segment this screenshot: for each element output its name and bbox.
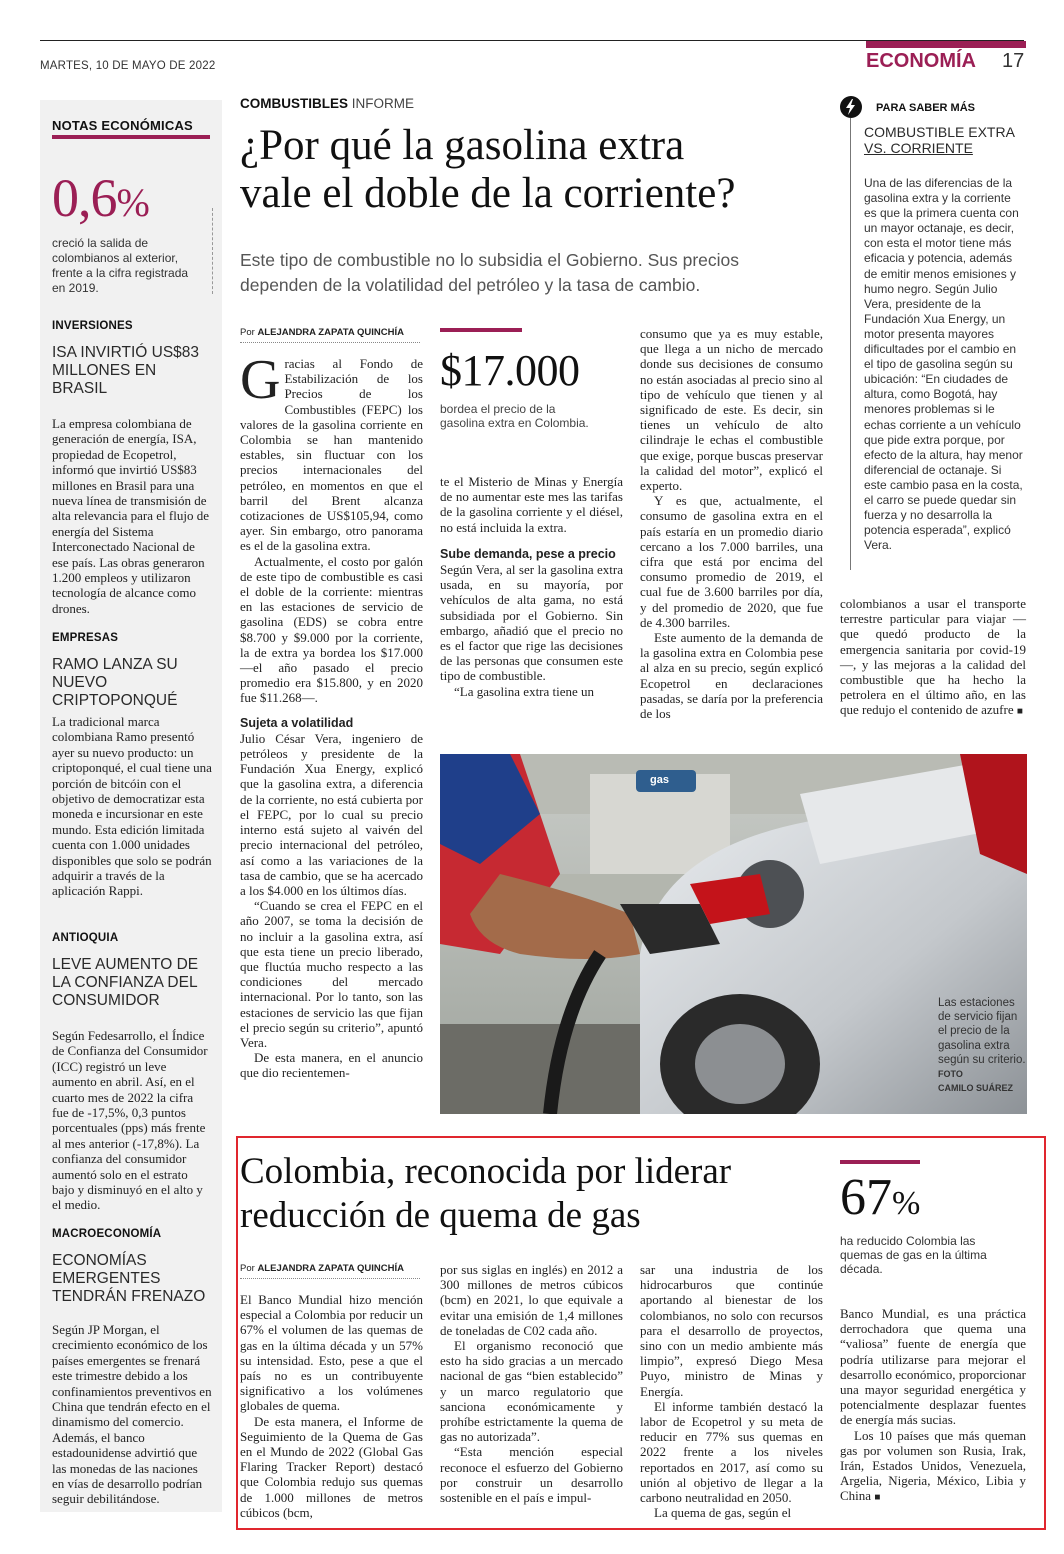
article-headline-line: vale el doble de la corriente? <box>240 170 736 217</box>
article-byline <box>240 327 404 338</box>
sidebar-item-body: La tradicional marca colombiana Ramo presentó ayer su nuevo producto: un criptoponqué, el cual tiene una porción de bitcóin con el objetivo de democratizar esta moneda e incursionar en este mundo. Esta edición limitada cuenta con 1.000 unidades disponibles que solo se podrán adquirir a través de la aplicación Rappi. <box>52 714 212 899</box>
sidebar-item-title: ECONOMÍAS EMERGENTES TENDRÁN FRENAZO <box>52 1252 206 1305</box>
sidebar-item-category: ANTIOQUIA <box>52 932 119 944</box>
article2-paragraph: El Banco Mundial hizo mención especial a Colombia por reducir un 67% el volumen de las quemas de gas en la última década y un 57% su intensidad. Esto, pese a que el país no es un contribuyente significativo a los volúmenes globales de quema. <box>240 1292 423 1414</box>
article-lead-paragraph <box>240 349 423 554</box>
article-column-3 <box>640 326 823 721</box>
photo-credit-label: FOTO <box>938 1069 963 1080</box>
sidebar-item-body: La empresa colombiana de generación de energía, ISA, propiedad de Ecopetrol, informó que invirtió US$83 millones en Brasil para una nueva línea de transmisión de alta relevancia para el flujo de energía del Sistema Interconectado Nacional de ese país. Las obras generaron 1.200 empleos y utilizaron tecnología de alcance como drones. <box>52 416 209 616</box>
article-paragraph: te el Misterio de Minas y Energía de no aumentar este mes las tarifas de la gasolina corriente y el diésel, no está incluida la extra. <box>440 474 623 535</box>
byline-prefix: Por <box>240 1263 255 1274</box>
article2-headline <box>240 1150 830 1238</box>
sidebar-stat <box>52 168 149 233</box>
end-mark-icon: ■ <box>1016 706 1023 718</box>
sidebar-item-title: ISA INVIRTIÓ US$83 MILLONES EN BRASIL <box>52 344 200 397</box>
sidebar-title: NOTAS ECONÓMICAS <box>52 118 193 133</box>
article2-paragraph: De esta manera, el Informe de Seguimiento de la Quema de Gas en el Mundo de 2022 (Global Gas Flaring Tracker Report) destacó que Colombia redujo sus quemas de 1.000 millones de metros cúbicos (bcm, <box>240 1413 423 1520</box>
dropcap: G <box>240 349 281 411</box>
article-headline-line: ¿Por qué la gasolina extra <box>240 122 685 169</box>
article2-headline-line: reducción de quema de gas <box>240 1195 641 1236</box>
article-deck-line: dependen de la volatilidad del petróleo y la tasa de cambio. <box>240 275 701 295</box>
sidebar-dashed-divider <box>212 208 213 294</box>
article-deck <box>240 248 830 298</box>
article2-paragraph: El informe también destacó la labor de Ecopetrol y su meta de reducir en 77% sus quemas en 2022 frente a los niveles reportados en 2017, así como su unión al objetivo de llegar a la carbono neutralidad en 2050. <box>640 1398 823 1506</box>
stat2-value: 67 <box>840 1169 892 1226</box>
article2-paragraph: “Esta mención especial reconoce el esfuerzo del Gobierno por construir un desarrollo sostenible en el país e impul- <box>440 1444 623 1506</box>
lightning-icon <box>840 96 862 118</box>
article2-headline-line: Colombia, reconocida por liderar <box>240 1151 732 1192</box>
infobox-body: Una de las diferencias de la gasolina extra y la corriente es que la primera cuenta con un mayor octanaje, es decir, con esta el motor tiene más eficacia y potencia, además de emitir menos emisiones y humo negro. Según Julio Vera, presidente de la Fundación Xua Energy, un motor presenta mayores dificultades por el cambio en el tipo de gasolina según su ubicación: “En ciudades de altura, como Bogotá, hay menores problemas si le echas corriente a un vehículo que pide extra porque, por efecto de la altura, hay menor diferencial de octanaje. Si este cambio pasa en la costa, el carro se puede quedar sin fuerza y no desarrolla la potencia esperada”, explicó Vera. <box>864 176 1023 553</box>
article-paragraph: Actualmente, el costo por galón de este tipo de combustible es casi el doble de la corriente: mientras en las estaciones de servicio de gasolina (EDS) se cobra entre $8.700 y $9.000 por la corriente, la de extra ya bordea los $17.000 —el año pasado el precio promedio era $15.800, y en 2020 fue $11.268—. <box>240 553 423 706</box>
photo-station-sign-text: gas <box>650 774 669 786</box>
stat2-text: ha reducido Colombia las quemas de gas en la última década. <box>840 1234 987 1276</box>
article2-closing-text: Los 10 países que más queman gas por volumen son Rusia, Irak, Irán, Estados Unidos, Venezuela, Argelia, Nigeria, México, Libia y China <box>840 1427 1026 1504</box>
article-column-4 <box>840 596 1026 720</box>
article2-paragraph: sar una industria de los hidrocarburos que continúe aportando al bienestar de los colombianos, no solo con recursos para el desarrollo de proyectos, sino con un medio ambiente más limpio”, expresó Diego Mesa Puyo, ministro de Minas y Energía. <box>640 1262 823 1399</box>
byline-rule <box>240 1278 420 1279</box>
stat2 <box>840 1170 920 1232</box>
article-deck-line: Este tipo de combustible no lo subsidia el Gobierno. Sus precios <box>240 250 740 270</box>
photo-credit-name: CAMILO SUÁREZ <box>938 1083 1013 1094</box>
byline-prefix: Por <box>240 327 255 338</box>
kicker-type: INFORME <box>351 96 415 111</box>
stat2-percent: % <box>892 1185 921 1222</box>
article-paragraph: Este aumento de la demanda de la gasolina extra en Colombia pese al alza en su precio, según explicó Ecopetrol en declaraciones pasadas, se daría por la preferencia de los <box>640 630 823 722</box>
infobox-para-saber-mas <box>840 96 1026 572</box>
end-mark-icon: ■ <box>874 1492 881 1504</box>
byline-author: ALEJANDRA ZAPATA QUINCHÍA <box>257 327 404 338</box>
article-lead-text: racias al Fondo de Estabilización de los Precios de los Combustibles (FEPC) los valores de la gasolina corriente en Colombia se han mantenido estables, sin fluctuar con los precios internacionales del petróleo, en momentos en que el barril del Brent alcanza cotizaciones de US$105,94, como ayer. Sin embargo, otro panorama es el de la gasolina extra. <box>240 356 423 554</box>
article2-byline <box>240 1263 404 1274</box>
photo-caption-text: Las estaciones de servicio fijan el precio de la gasolina extra según su criterio. <box>938 997 1026 1066</box>
pull-stat-text: bordea el precio de la gasolina extra en Colombia. <box>440 402 589 430</box>
article-kicker <box>240 96 414 111</box>
photo-caption <box>938 996 1026 1095</box>
pull-stat-value: $17.000 <box>440 346 580 395</box>
byline-rule <box>240 342 420 343</box>
sidebar-item-body: Según JP Morgan, el crecimiento económico de los países emergentes se frenará este trimestre debido a los confinamientos preventivos en China que tendrán efecto en el dinamismo del comercio. Además, el banco estadounidense advirtió que las monedas de las naciones en vías de desarrollo podrían seguir debilitándose. <box>52 1322 212 1507</box>
article-paragraph: Y es que, actualmente, el consumo de gasolina extra en el país estaría en un promedio diario cercano a los 7.000 barriles, una cifra que está por encima del consumo promedio de 2019, el cual fue de 3.600 barriles por día, y del promedio de 2020, que fue de 4.300 barriles. <box>640 493 823 630</box>
sidebar-title-bar <box>52 135 210 139</box>
article-column-1 <box>240 349 423 1081</box>
article-headline <box>240 122 836 218</box>
header-date: MARTES, 10 DE MAYO DE 2022 <box>40 60 216 72</box>
sidebar-item-title: LEVE AUMENTO DE LA CONFIANZA DEL CONSUMIDOR <box>52 956 199 1009</box>
infobox-title-line: VS. CORRIENTE <box>864 140 973 156</box>
kicker-topic: COMBUSTIBLES <box>240 96 348 111</box>
sidebar-item-body: Según Fedesarrollo, el Índice de Confianza del Consumidor (ICC) registró un leve aumento en abril. Así, en el cuarto mes de 2022 la cifra fue de -17,5%, 0,3 puntos porcentuales (pps) más frente al mes anterior (-17,8%). La confianza del consumidor aumentó solo en el estrato bajo y disminuyó en el alto y el medio. <box>52 1028 208 1213</box>
article2-paragraph: La quema de gas, según el <box>654 1505 792 1521</box>
article-column-2 <box>440 474 623 699</box>
sidebar-item-category: EMPRESAS <box>52 632 119 644</box>
article-paragraph <box>840 596 1026 720</box>
infobox-title-line: COMBUSTIBLE EXTRA <box>864 124 1015 140</box>
article-paragraph: Según Vera, al ser la gasolina extra usada, en su mayoría, por vehículos de alta gama, no está subsidiada por el Gobierno. Sin embargo, añadió que el precio no es el factor que rige las decisiones de las personas que consumen este tipo de combustible. <box>440 562 623 684</box>
article-paragraph: De esta manera, en el anuncio que dio recientemen- <box>240 1050 423 1081</box>
pull-stat-bar <box>440 328 522 332</box>
article2-paragraph: Banco Mundial, es una práctica derrochadora que quema una “valiosa” fuente de energía que podría utilizarse para mejorar el desarrollo económico, proporcionar una mayor seguridad energética y potencialmente desplazar fuentes de energía más sucias. <box>840 1306 1026 1428</box>
article-paragraph: consumo que ya es muy estable, que llega a un nicho de mercado donde sus decisiones de consumo no están asociadas al precio sino al tipo de vehículo que tienen y al significado de este. Es decir, sin tienes un vehículo de alto cilindraje le echas el combustible que exige, porque buscas preservar la calidad del motor”, explicó el experto. <box>640 326 823 494</box>
article2-column-1 <box>240 1292 423 1520</box>
article2-column-4 <box>840 1306 1026 1506</box>
infobox-vertical-rule <box>850 118 851 570</box>
sidebar-item-title: RAMO LANZA SU NUEVO CRIPTOPONQUÉ <box>52 656 178 709</box>
infobox-title <box>864 124 1015 156</box>
sidebar-item-category: INVERSIONES <box>52 320 133 332</box>
infobox-label: PARA SABER MÁS <box>876 102 976 114</box>
section-accent-bar <box>866 41 1026 48</box>
article2-paragraph: El organismo reconoció que esto ha sido gracias a un mercado nacional de gas “bien establecido” y un marco regulatorio que sanciona económicamente y prohíbe estrictamente la quema de gas no autorizada”. <box>440 1338 623 1445</box>
article-paragraph: “Cuando se crea el FEPC en el año 2007, se toma la decisión de no incluir a la gasolina extra, así que esta tiene un precio liberado, que fluctúa mucho respecto a las condiciones del mercado internacional. Por lo tanto, son las estaciones de servicio las que fijan el precio según su criterio”, apuntó Vera. <box>240 898 423 1050</box>
page-number: 17 <box>1002 50 1025 72</box>
section-name: ECONOMÍA <box>866 50 976 72</box>
article2-column-3 <box>640 1262 823 1520</box>
article-paragraph: “La gasolina extra tiene un <box>454 683 595 699</box>
article-subhead: Sujeta a volatilidad <box>240 715 354 730</box>
article2-paragraph <box>840 1428 1026 1506</box>
article-subhead: Sube demanda, pese a precio <box>440 546 616 561</box>
sidebar-stat-percent: % <box>116 180 149 225</box>
sidebar-item-category: MACROECONOMÍA <box>52 1228 162 1240</box>
article2-paragraph: por sus siglas en inglés) en 2012 a 300 millones de metros cúbicos (bcm) en 2021, lo que equivale a evitar una emisión de 1,4 millones de toneladas de C02 cada año. <box>440 1262 623 1338</box>
stat2-bar <box>840 1160 920 1164</box>
byline-author: ALEJANDRA ZAPATA QUINCHÍA <box>257 1263 404 1274</box>
article-closing-text: colombianos a usar el transporte terrestre particular para viajar —que quedó producto de la emergencia sanitaria por covid-19—, y las mejoras a la calidad del combustible que ha hecho la petrolera en el último año, en las que redujo el contenido de azufre <box>840 596 1026 718</box>
article-paragraph: Julio César Vera, ingeniero de petróleos y presidente de la Fundación Xua Energy, explicó que la gasolina extra, a diferencia de la corriente, no está cubierta por el FEPC, por lo cual su precio interno está sujeto al vaivén del precio internacional del petróleo, así como a las variaciones de la tasa de cambio, que se ha acercado a los $4.000 en los últimos días. <box>240 730 423 898</box>
article2-column-2 <box>440 1262 623 1505</box>
sidebar-stat-text: creció la salida de colombianos al exterior, frente a la cifra registrada en 2019. <box>52 236 189 295</box>
sidebar-notas-economicas <box>40 100 222 1512</box>
sidebar-stat-value: 0,6 <box>52 168 117 228</box>
